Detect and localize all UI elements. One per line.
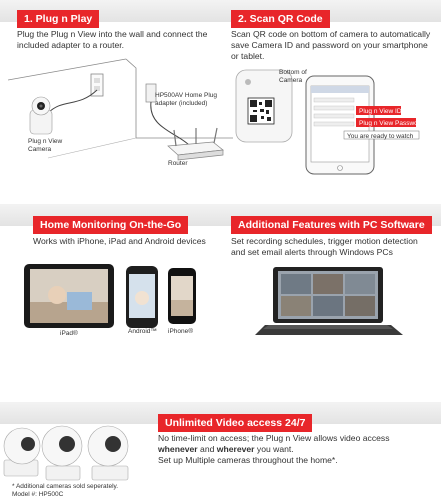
scan-qr-header: 2. Scan QR Code	[231, 10, 330, 28]
android-device	[126, 266, 158, 328]
devices-illustration	[22, 262, 212, 337]
laptop-device	[255, 267, 403, 335]
ipad-label: iPad®	[60, 330, 78, 337]
home-monitoring-header: Home Monitoring On-the-Go	[33, 216, 188, 234]
unlimited-video-line3: Set up Multiple cameras throughout the home*.	[158, 455, 338, 465]
scan-qr-text: Scan QR code on bottom of camera to automatically save Camera ID and password on your smartphone or tablet.	[231, 29, 431, 61]
plug-n-play-text: Plug the Plug n View into the wall and connect the included adapter to a router.	[17, 29, 208, 50]
camera-device	[30, 97, 52, 134]
wherever-emphasis: wherever	[216, 444, 255, 454]
plug-n-play-illustration	[8, 58, 233, 183]
camera-group	[4, 426, 128, 480]
iphone-label: iPhone®	[168, 328, 194, 335]
laptop-illustration	[255, 265, 405, 337]
whenever-emphasis: whenever	[158, 444, 198, 454]
router-label: Router	[168, 160, 188, 167]
additional-cameras-note: * Additional cameras sold seperately.	[12, 483, 119, 490]
android-label: Android™	[128, 328, 157, 335]
bottom-of-camera-label: Bottom of Camera	[279, 69, 307, 84]
pc-software-header: Additional Features with PC Software	[231, 216, 432, 234]
model-number-note: Model #: HP500C	[12, 491, 64, 498]
wall-outlet	[91, 74, 103, 96]
plug-n-view-password-label: Plug n View Password	[359, 120, 424, 127]
multi-camera-illustration	[2, 408, 152, 483]
unlimited-video-line2	[158, 444, 441, 455]
line2-you-want: you want.	[254, 444, 294, 454]
pc-software-text: Set recording schedules, trigger motion detection and set email alerts through Windows PCs	[231, 236, 418, 257]
line2-and: and	[197, 444, 217, 454]
unlimited-video-line1: No time-limit on access; the Plug n View allows video access	[158, 433, 390, 443]
plug-n-play-header: 1. Plug n Play	[17, 10, 99, 28]
iphone-device	[168, 268, 196, 324]
camera-label: Plug n View Camera	[28, 138, 63, 153]
home-monitoring-text: Works with iPhone, iPad and Android devices	[33, 236, 206, 246]
ready-to-watch-label: You are ready to watch	[347, 133, 414, 140]
adapter-label: HP500AV Home Plug adapter (included)	[155, 92, 218, 107]
ipad-device	[24, 264, 114, 328]
plug-n-view-id-label: Plug n View ID	[359, 108, 402, 115]
qr-code-icon	[248, 98, 274, 124]
unlimited-video-header: Unlimited Video access 24/7	[158, 414, 312, 432]
